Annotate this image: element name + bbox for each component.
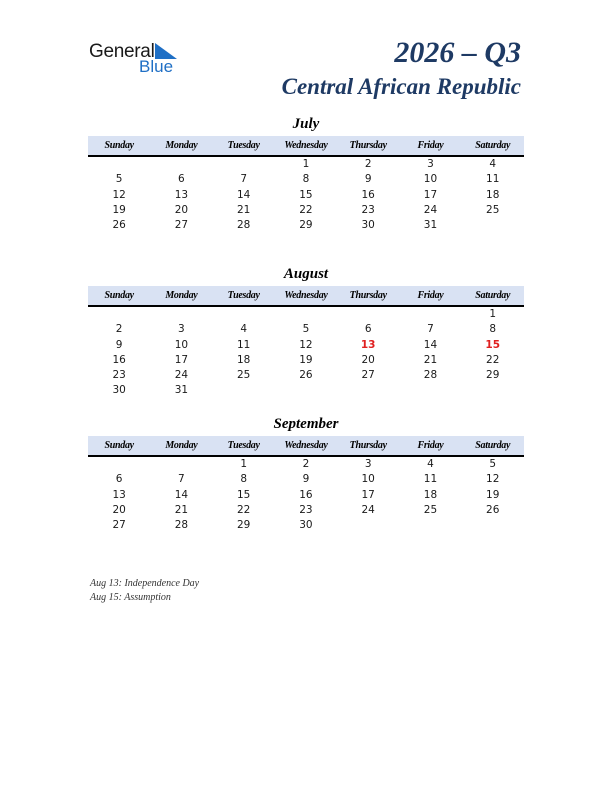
day-cell: 28: [423, 369, 438, 382]
empty-day-cell: [337, 383, 399, 398]
day-cell: 22: [486, 353, 500, 366]
empty-day-cell: [88, 157, 150, 172]
day-cell: 1: [489, 308, 497, 320]
weekday-label: Saturday: [475, 290, 511, 301]
empty-day-cell: [213, 383, 275, 398]
day-cell: 9: [302, 473, 310, 486]
logo-general-text: General: [89, 41, 155, 62]
day-cell: 31: [174, 384, 189, 397]
day-cell: 21: [236, 203, 251, 216]
empty-day-cell: [399, 383, 461, 398]
logo-blue-text: Blue: [139, 57, 174, 76]
week-row: [88, 322, 524, 337]
empty-day-cell: [275, 383, 337, 398]
day-cell: 30: [361, 219, 375, 232]
weekday-label: Monday: [165, 440, 198, 451]
week-row: [88, 338, 524, 353]
day-cell: 29: [299, 219, 313, 232]
week-row: [88, 353, 524, 368]
weekday-header: [88, 286, 524, 307]
holiday-day-cell: 15: [485, 338, 501, 351]
weekday-label: Thursday: [349, 440, 387, 451]
day-cell: 17: [423, 188, 438, 201]
day-cell: 19: [112, 203, 126, 216]
day-cell: 28: [174, 519, 189, 532]
day-cell: 4: [489, 158, 497, 170]
day-cell: 10: [174, 338, 189, 351]
weekday-label: Monday: [165, 290, 198, 301]
day-cell: 2: [302, 458, 310, 470]
day-cell: 14: [423, 338, 438, 351]
day-cell: 20: [112, 503, 126, 516]
day-grid: [88, 457, 524, 533]
day-cell: 25: [423, 503, 438, 516]
day-cell: 17: [361, 488, 375, 501]
weekday-label: Monday: [165, 140, 198, 151]
weekday-header: [88, 436, 524, 457]
day-cell: 10: [423, 173, 438, 186]
day-cell: 25: [486, 203, 500, 216]
day-cell: 19: [486, 488, 500, 501]
holiday-day-cell: 13: [360, 338, 376, 351]
week-row: [88, 172, 524, 187]
weekday-label: Friday: [417, 290, 444, 301]
day-cell: 28: [236, 219, 251, 232]
day-cell: 23: [112, 369, 126, 382]
day-cell: 20: [174, 203, 189, 216]
holiday-note: Aug 15: Assumption: [90, 591, 171, 603]
day-cell: 27: [174, 219, 189, 232]
weekday-label: Tuesday: [227, 440, 260, 451]
day-cell: 9: [364, 173, 372, 186]
day-grid: [88, 307, 524, 399]
week-row: [88, 203, 524, 218]
empty-day-cell: [337, 307, 399, 322]
weekday-label: Thursday: [349, 140, 387, 151]
week-row: [88, 503, 524, 518]
day-cell: 2: [115, 323, 123, 336]
empty-day-cell: [88, 457, 150, 472]
day-cell: 27: [112, 519, 126, 532]
week-row: [88, 457, 524, 472]
day-cell: 29: [486, 369, 500, 382]
empty-day-cell: [213, 307, 275, 322]
day-cell: 13: [174, 188, 189, 201]
day-cell: 24: [361, 503, 375, 516]
day-cell: 18: [423, 488, 438, 501]
day-cell: 13: [112, 488, 126, 501]
day-cell: 12: [299, 338, 313, 351]
day-cell: 11: [423, 473, 438, 486]
day-cell: 24: [423, 203, 438, 216]
month-name: September: [273, 416, 339, 432]
weekday-label: Thursday: [349, 290, 387, 301]
empty-day-cell: [462, 383, 524, 398]
weekday-label: Friday: [417, 140, 444, 151]
day-cell: 27: [361, 369, 375, 382]
week-row: [88, 488, 524, 503]
day-cell: 7: [240, 173, 247, 186]
day-cell: 16: [361, 188, 375, 201]
empty-day-cell: [213, 157, 275, 172]
day-cell: 21: [423, 353, 438, 366]
day-cell: 8: [489, 323, 497, 336]
country-name: Central African Republic: [281, 74, 521, 99]
day-cell: 5: [302, 323, 310, 336]
week-row: [88, 518, 524, 533]
month-name: August: [283, 266, 329, 282]
month-name: July: [292, 116, 320, 132]
day-cell: 7: [178, 473, 185, 486]
weekday-label: Tuesday: [227, 290, 260, 301]
day-cell: 4: [240, 323, 247, 336]
day-cell: 11: [236, 338, 251, 351]
weekday-label: Sunday: [104, 140, 134, 151]
day-cell: 17: [174, 353, 189, 366]
week-row: [88, 157, 524, 172]
week-row: [88, 383, 524, 398]
week-row: [88, 472, 524, 487]
week-row: [88, 188, 524, 203]
day-cell: 9: [115, 338, 123, 351]
weekday-label: Sunday: [104, 440, 134, 451]
day-grid: [88, 157, 524, 233]
week-row: [88, 218, 524, 233]
empty-day-cell: [150, 157, 212, 172]
day-cell: 4: [427, 458, 434, 470]
day-cell: 23: [361, 203, 375, 216]
empty-day-cell: [150, 457, 212, 472]
day-cell: 26: [112, 219, 126, 232]
logo: [89, 40, 189, 76]
weekday-label: Saturday: [475, 140, 511, 151]
holiday-note: Aug 13: Independence Day: [90, 578, 200, 589]
day-cell: 23: [299, 503, 313, 516]
day-cell: 3: [178, 323, 185, 336]
day-cell: 5: [115, 173, 123, 186]
day-cell: 25: [236, 369, 251, 382]
weekday-label: Wednesday: [284, 290, 328, 301]
empty-day-cell: [337, 518, 399, 533]
empty-day-cell: [275, 307, 337, 322]
empty-day-cell: [462, 518, 524, 533]
day-cell: 3: [427, 158, 434, 170]
empty-day-cell: [150, 307, 212, 322]
day-cell: 8: [302, 173, 310, 186]
page-title: 2026 – Q3: [394, 36, 521, 69]
day-cell: 18: [486, 188, 500, 201]
day-cell: 31: [423, 219, 438, 232]
day-cell: 6: [364, 323, 372, 336]
holiday-notes: [90, 577, 199, 604]
weekday-label: Saturday: [475, 440, 511, 451]
day-cell: 24: [174, 369, 189, 382]
day-cell: 12: [486, 473, 500, 486]
day-cell: 16: [112, 353, 126, 366]
weekday-header: [88, 136, 524, 157]
day-cell: 14: [236, 188, 251, 201]
day-cell: 1: [302, 158, 310, 170]
day-cell: 3: [364, 458, 372, 470]
weekday-label: Wednesday: [284, 440, 328, 451]
day-cell: 11: [486, 173, 500, 186]
weekday-label: Friday: [417, 440, 444, 451]
weekday-label: Tuesday: [227, 140, 260, 151]
weekday-label: Wednesday: [284, 140, 328, 151]
day-cell: 30: [299, 519, 313, 532]
day-cell: 2: [364, 158, 372, 170]
day-cell: 6: [115, 473, 123, 486]
empty-day-cell: [462, 218, 524, 233]
day-cell: 26: [486, 503, 500, 516]
day-cell: 29: [236, 519, 251, 532]
day-cell: 26: [299, 369, 313, 382]
day-cell: 22: [299, 203, 313, 216]
day-cell: 15: [236, 488, 251, 501]
week-row: [88, 307, 524, 322]
week-row: [88, 368, 524, 383]
empty-day-cell: [399, 307, 461, 322]
day-cell: 7: [427, 323, 434, 336]
empty-day-cell: [88, 307, 150, 322]
day-cell: 8: [240, 473, 247, 486]
day-cell: 6: [178, 173, 185, 186]
weekday-label: Sunday: [104, 290, 134, 301]
empty-day-cell: [399, 518, 461, 533]
day-cell: 15: [299, 188, 313, 201]
day-cell: 19: [299, 353, 313, 366]
day-cell: 5: [489, 458, 497, 470]
day-cell: 16: [299, 488, 313, 501]
day-cell: 21: [174, 503, 189, 516]
day-cell: 20: [361, 353, 375, 366]
day-cell: 10: [361, 473, 375, 486]
day-cell: 12: [112, 188, 126, 201]
day-cell: 1: [240, 458, 247, 470]
day-cell: 22: [236, 503, 251, 516]
day-cell: 18: [236, 353, 251, 366]
day-cell: 30: [112, 384, 126, 397]
day-cell: 14: [174, 488, 189, 501]
